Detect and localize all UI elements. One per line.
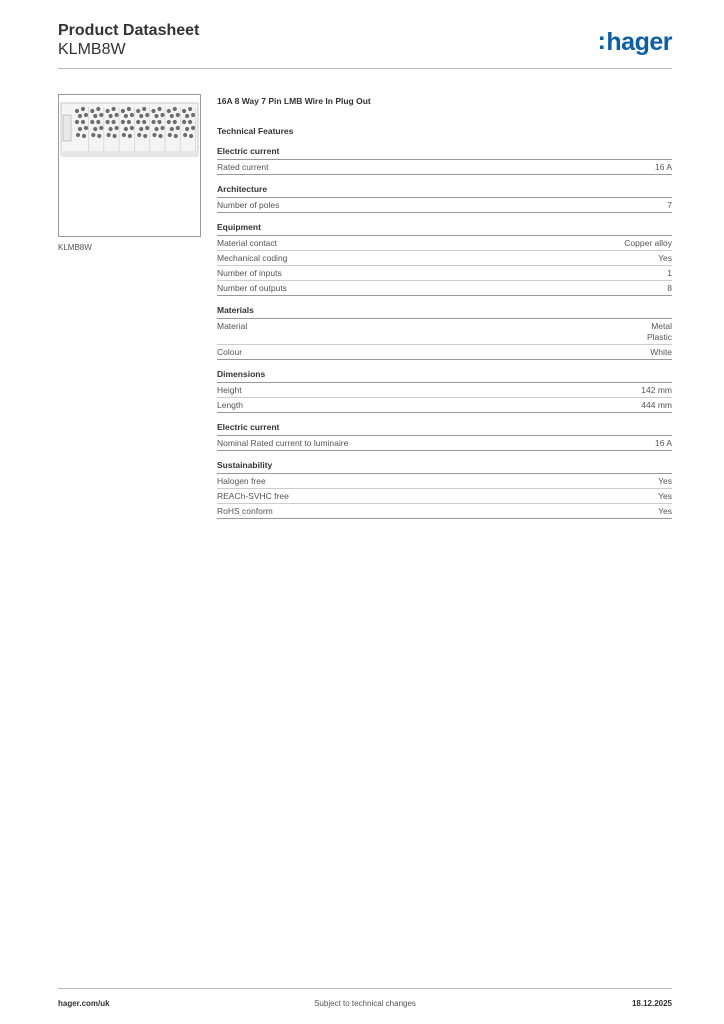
footer-website: hager.com/uk	[58, 999, 110, 1008]
section-title: Dimensions	[217, 369, 672, 383]
socket-pin	[106, 109, 110, 113]
spec-section	[217, 222, 672, 296]
spec-row	[217, 436, 672, 451]
socket-pin	[130, 126, 134, 130]
socket-pin	[78, 127, 82, 131]
socket-pin	[127, 107, 131, 111]
spec-value: 16 A	[654, 162, 672, 172]
spec-label: Number of poles	[217, 200, 280, 210]
socket-pin	[99, 126, 103, 130]
section-title: Electric current	[217, 422, 672, 436]
spec-section	[217, 184, 672, 213]
socket-pin	[167, 120, 171, 124]
spec-row	[217, 251, 672, 266]
technical-features-heading: Technical Features	[217, 126, 294, 136]
socket-pin	[91, 133, 95, 137]
socket-pin	[130, 113, 134, 117]
socket-pin	[82, 134, 86, 138]
spec-row	[217, 345, 672, 360]
spec-value: Copper alloy	[624, 238, 672, 248]
spec-value: 16 A	[654, 438, 672, 448]
socket-pin	[183, 133, 187, 137]
spec-value: 1	[667, 268, 672, 278]
spec-label: Length	[217, 400, 243, 410]
socket-pin	[157, 120, 161, 124]
socket-pin	[81, 107, 85, 111]
socket-pin	[106, 120, 110, 124]
socket-pin	[189, 134, 193, 138]
socket-pin	[182, 109, 186, 113]
section-title: Equipment	[217, 222, 672, 236]
spec-section	[217, 369, 672, 413]
socket-pin	[176, 113, 180, 117]
socket-pin	[124, 114, 128, 118]
spec-row	[217, 236, 672, 251]
spec-value: Yes	[658, 253, 672, 263]
spec-row	[217, 319, 672, 345]
socket-pin	[99, 113, 103, 117]
product-code: KLMB8W	[58, 41, 126, 58]
spec-row	[217, 489, 672, 504]
socket-pin	[185, 127, 189, 131]
socket-pin	[109, 114, 113, 118]
socket-pin	[90, 109, 94, 113]
spec-value: 8	[667, 283, 672, 293]
spec-value: Yes	[658, 506, 672, 516]
socket-pin	[113, 134, 117, 138]
spec-section	[217, 422, 672, 451]
socket-pin	[182, 120, 186, 124]
product-image	[58, 94, 201, 237]
spec-label: Halogen free	[217, 476, 266, 486]
socket-pin	[157, 107, 161, 111]
socket-pin	[75, 120, 79, 124]
section-title: Materials	[217, 305, 672, 319]
socket-pin	[93, 127, 97, 131]
spec-label: Colour	[217, 347, 243, 357]
socket-pin	[136, 109, 140, 113]
socket-pin	[143, 134, 147, 138]
spec-label: Nominal Rated current to luminaire	[217, 438, 349, 448]
spec-label: RoHS conform	[217, 506, 273, 516]
socket-pin	[81, 120, 85, 124]
socket-pin	[160, 113, 164, 117]
socket-pin	[151, 109, 155, 113]
socket-pin	[151, 120, 155, 124]
page-header	[58, 22, 672, 68]
spec-label: Material contact	[217, 238, 277, 248]
socket-pin	[170, 127, 174, 131]
spec-value: Yes	[658, 476, 672, 486]
socket-pin	[160, 126, 164, 130]
footer-divider	[58, 988, 672, 989]
spec-label: Height	[217, 385, 242, 395]
spec-value: 142 mm	[641, 385, 672, 395]
socket-pin	[139, 127, 143, 131]
datasheet-content	[217, 96, 672, 528]
section-title: Architecture	[217, 184, 672, 198]
socket-pin	[115, 126, 119, 130]
socket-pin	[167, 109, 171, 113]
spec-row	[217, 281, 672, 296]
socket-pin	[84, 126, 88, 130]
socket-pin	[158, 134, 162, 138]
spec-label: Material	[217, 321, 248, 331]
spec-value: 444 mm	[641, 400, 672, 410]
socket-pin	[112, 120, 116, 124]
socket-pin	[109, 127, 113, 131]
socket-pin	[121, 109, 125, 113]
socket-pin	[176, 126, 180, 130]
socket-pin	[78, 114, 82, 118]
socket-pin	[145, 113, 149, 117]
socket-pin	[124, 127, 128, 131]
socket-pin	[93, 114, 97, 118]
socket-pin	[142, 120, 146, 124]
product-illustration	[59, 95, 200, 236]
socket-pin	[188, 120, 192, 124]
socket-pin	[97, 134, 101, 138]
logo-colon-mark: :	[597, 27, 606, 55]
socket-pin	[107, 133, 111, 137]
spec-value: 7	[667, 200, 672, 210]
spec-sections	[217, 146, 672, 519]
spec-row	[217, 504, 672, 519]
socket-pin	[170, 114, 174, 118]
socket-pin	[191, 126, 195, 130]
socket-pin	[127, 120, 131, 124]
socket-pin	[76, 133, 80, 137]
socket-pin	[115, 113, 119, 117]
spec-row	[217, 398, 672, 413]
socket-pin	[90, 120, 94, 124]
socket-pin	[173, 120, 177, 124]
spec-label: Mechanical coding	[217, 253, 288, 263]
spec-row	[217, 474, 672, 489]
spec-section	[217, 305, 672, 360]
spec-row	[217, 160, 672, 175]
footer-date: 18.12.2025	[631, 999, 672, 1008]
spec-label: Rated current	[217, 162, 269, 172]
spec-value: Metal Plastic	[646, 321, 672, 342]
socket-pin	[152, 133, 156, 137]
socket-pin	[139, 114, 143, 118]
product-name: 16A 8 Way 7 Pin LMB Wire In Plug Out	[217, 96, 371, 106]
socket-pin	[145, 126, 149, 130]
socket-pin	[191, 113, 195, 117]
socket-pin	[121, 120, 125, 124]
socket-pin	[75, 109, 79, 113]
socket-pin	[112, 107, 116, 111]
socket-pin	[136, 120, 140, 124]
header-divider	[58, 68, 672, 69]
spec-section	[217, 460, 672, 519]
socket-pin	[122, 133, 126, 137]
spec-section	[217, 146, 672, 175]
socket-pin	[154, 127, 158, 131]
socket-pin	[96, 120, 100, 124]
socket-pin	[173, 107, 177, 111]
spec-row	[217, 383, 672, 398]
socket-pin	[188, 107, 192, 111]
document-title: Product Datasheet	[58, 22, 200, 39]
spec-label: Number of inputs	[217, 268, 282, 278]
spec-row	[217, 266, 672, 281]
hager-logo	[598, 28, 672, 57]
spec-value: White	[650, 347, 672, 357]
socket-pin	[84, 113, 88, 117]
spec-label: Number of outputs	[217, 283, 287, 293]
socket-pin	[96, 107, 100, 111]
section-title: Electric current	[217, 146, 672, 160]
spec-value: Yes	[658, 491, 672, 501]
socket-pin	[168, 133, 172, 137]
footer-notice: Subject to technical changes	[314, 999, 416, 1008]
spec-label: REACh-SVHC free	[217, 491, 289, 501]
socket-pin	[137, 133, 141, 137]
socket-pin	[154, 114, 158, 118]
socket-pin	[185, 114, 189, 118]
socket-pin	[174, 134, 178, 138]
section-title: Sustainability	[217, 460, 672, 474]
logo-text: hager	[606, 28, 672, 56]
spec-row	[217, 198, 672, 213]
socket-pin	[128, 134, 132, 138]
image-caption: KLMB8W	[58, 243, 92, 252]
socket-pin	[142, 107, 146, 111]
